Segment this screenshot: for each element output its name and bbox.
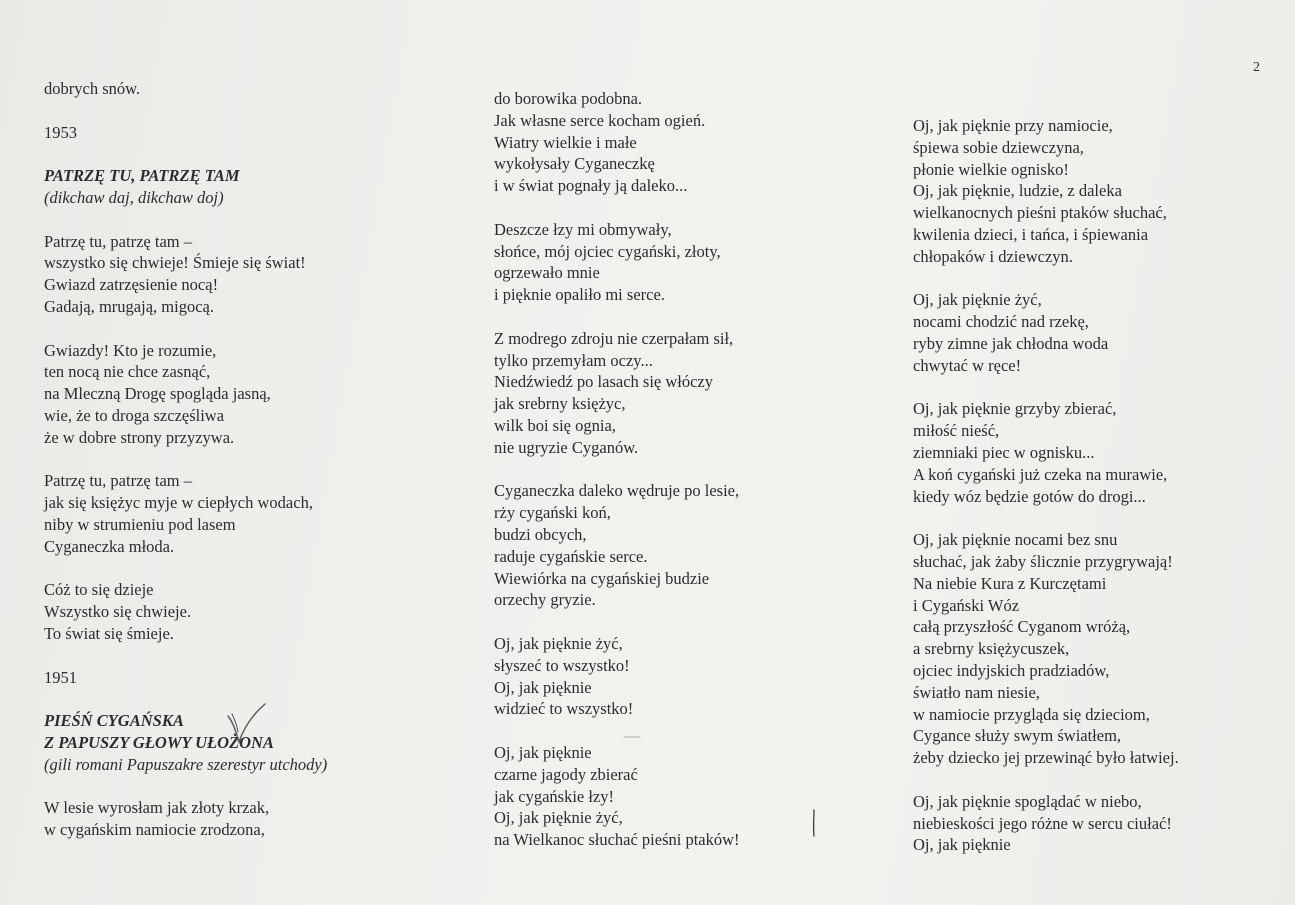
stanza-break	[913, 268, 1273, 290]
stanza-break	[494, 720, 854, 742]
poem-line: tylko przemyłam oczy...	[494, 350, 653, 370]
poem-line: wielkanocnych pieśni ptaków słuchać,	[913, 203, 1167, 223]
poem-subtitle: (gili romani Papuszakre szerestyr utchody)	[44, 754, 328, 774]
poem-line: Cyganeczka młoda.	[44, 536, 175, 556]
stanza-break	[44, 645, 464, 667]
poem-line: nie ugryzie Cyganów.	[494, 437, 639, 457]
poem-line: Gwiazd zatrzęsienie nocą!	[44, 275, 219, 295]
pen-stroke-icon	[810, 808, 818, 838]
poem-line: Wiewiórka na cygańskiej budzie	[494, 568, 710, 588]
poem-line: żeby dziecko jej przewinąć było łatwiej.	[913, 748, 1179, 768]
poem-line: Cóż to się dzieje	[44, 580, 154, 600]
poem-line: na Mleczną Drogę spogląda jasną,	[44, 384, 271, 404]
poem-line: Patrzę tu, patrzę tam –	[44, 471, 192, 491]
stanza-break	[44, 100, 464, 122]
poem-line: niebieskości jego różne w sercu ciułać!	[913, 813, 1172, 833]
poem-line: ryby zimne jak chłodna woda	[913, 333, 1109, 353]
stanza-break	[494, 306, 854, 328]
stanza-break	[44, 558, 464, 580]
poem-line: Oj, jak pięknie żyć,	[494, 808, 623, 828]
poem-line: ziemniaki piec w ognisku...	[913, 442, 1095, 462]
poem-line: Gwiazdy! Kto je rozumie,	[44, 340, 217, 360]
poem-column-2	[494, 88, 854, 851]
stanza-break	[44, 143, 464, 165]
stanza-break	[44, 776, 464, 798]
smudge-mark	[622, 734, 642, 740]
stanza-break	[494, 459, 854, 481]
poem-column-3	[913, 115, 1273, 856]
poem-line: chwytać w ręce!	[913, 355, 1022, 375]
poem-line: miłość nieść,	[913, 421, 1000, 441]
handwritten-checkmark-icon	[225, 702, 267, 746]
poem-line: raduje cygańskie serce.	[494, 546, 648, 566]
stanza-break	[44, 209, 464, 231]
poem-line: Niedźwiedź po lasach się włóczy	[494, 372, 713, 392]
poem-line: rży cygański koń,	[494, 503, 611, 523]
poem-line: Oj, jak pięknie przy namiocie,	[913, 116, 1113, 135]
poem-line: płonie wielkie ognisko!	[913, 159, 1069, 179]
poem-line: i Cygański Wóz	[913, 595, 1020, 615]
poem-line: wszystko się chwieje! Śmieje się świat!	[44, 253, 306, 273]
poem-line: Oj, jak pięknie grzyby zbierać,	[913, 399, 1117, 419]
poem-line: że w dobre strony przyzywa.	[44, 427, 235, 447]
stanza-break	[913, 769, 1273, 791]
poem-line: Na niebie Kura z Kurczętami	[913, 573, 1107, 593]
poem-line: Jak własne serce kocham ogień.	[494, 110, 706, 130]
stanza-break	[494, 197, 854, 219]
poem-line: Cyganeczka daleko wędruje po lesie,	[494, 481, 740, 501]
poem-line: słuchać, jak żaby ślicznie przygrywają!	[913, 551, 1173, 571]
poem-line: Patrzę tu, patrzę tam –	[44, 231, 192, 251]
poem-line: ogrzewało mnie	[494, 263, 600, 283]
poem-line: Oj, jak pięknie nocami bez snu	[913, 530, 1118, 550]
poem-line: jak cygańskie łzy!	[494, 786, 615, 806]
poem-line: kiedy wóz będzie gotów do drogi...	[913, 486, 1146, 506]
poem-line: wilk boi się ognia,	[494, 415, 616, 435]
poem-subtitle: (dikchaw daj, dikchaw doj)	[44, 187, 224, 207]
stanza-break	[494, 611, 854, 633]
poem-line: słońce, mój ojciec cygański, złoty,	[494, 241, 721, 261]
poem-line: Deszcze łzy mi obmywały,	[494, 219, 672, 239]
poem-title: Z PAPUSZY GŁOWY UŁOŻONA	[44, 732, 274, 752]
page-number: 2	[1253, 60, 1260, 75]
poem-line: wie, że to droga szczęśliwa	[44, 405, 225, 425]
poem-line: Oj, jak pięknie, ludzie, z daleka	[913, 181, 1122, 201]
poem-line: Gadają, mrugają, migocą.	[44, 296, 214, 316]
poem-line: i pięknie opaliło mi serce.	[494, 285, 665, 305]
poem-title: PATRZĘ TU, PATRZĘ TAM	[44, 166, 240, 186]
stanza-break	[44, 318, 464, 340]
poem-line: i w świat pognały ją daleko...	[494, 176, 688, 196]
poem-line: 1951	[44, 667, 77, 687]
poem-line: ojciec indyjskich pradziadów,	[913, 660, 1110, 680]
poem-line: wykołysały Cyganeczkę	[494, 154, 655, 174]
poem-line: Oj, jak pięknie	[913, 835, 1011, 855]
poem-line: nocami chodzić nad rzekę,	[913, 312, 1089, 332]
poem-line: całą przyszłość Cyganom wróżą,	[913, 617, 1131, 637]
poem-line: Oj, jak pięknie spoglądać w niebo,	[913, 791, 1142, 811]
poem-line: Cygance służy swym światłem,	[913, 726, 1122, 746]
poem-line: jak się księżyc myje w ciepłych wodach,	[44, 493, 313, 513]
poem-line: Wiatry wielkie i małe	[494, 132, 637, 152]
poem-line: To świat się śmieje.	[44, 623, 174, 643]
poem-line: Oj, jak pięknie	[494, 742, 592, 762]
poem-line: słyszeć to wszystko!	[494, 655, 630, 675]
poem-line: a srebrny księżycuszek,	[913, 639, 1070, 659]
poem-line: światło nam niesie,	[913, 682, 1040, 702]
poem-line: A koń cygański już czeka na murawie,	[913, 464, 1168, 484]
poem-line: dobrych snów.	[44, 79, 141, 98]
poem-line: śpiewa sobie dziewczyna,	[913, 137, 1084, 157]
poem-line: Oj, jak pięknie żyć,	[494, 633, 623, 653]
poem-line: w cygańskim namiocie zrodzona,	[44, 820, 265, 840]
poem-title: PIEŚŃ CYGAŃSKA	[44, 711, 184, 731]
poem-line: budzi obcych,	[494, 524, 587, 544]
stanza-break	[913, 377, 1273, 399]
poem-line: ten nocą nie chce zasnąć,	[44, 362, 211, 382]
poem-line: na Wielkanoc słuchać pieśni ptaków!	[494, 830, 740, 850]
poem-line: orzechy gryzie.	[494, 590, 596, 610]
poem-line: niby w strumieniu pod lasem	[44, 514, 236, 534]
poem-line: do borowika podobna.	[494, 89, 643, 108]
poem-line: widzieć to wszystko!	[494, 699, 634, 719]
poem-line: kwilenia dzieci, i tańca, i śpiewania	[913, 224, 1149, 244]
poem-line: W lesie wyrosłam jak złoty krzak,	[44, 798, 270, 818]
poem-line: w namiocie przygląda się dzieciom,	[913, 704, 1150, 724]
poem-line: Oj, jak pięknie	[494, 677, 592, 697]
poem-line: czarne jagody zbierać	[494, 764, 638, 784]
stanza-break	[44, 449, 464, 471]
poem-line: Oj, jak pięknie żyć,	[913, 290, 1042, 310]
poem-line: jak srebrny księżyc,	[494, 394, 626, 414]
poem-line: 1953	[44, 122, 77, 142]
poem-line: Wszystko się chwieje.	[44, 602, 192, 622]
stanza-break	[913, 507, 1273, 529]
poem-line: Z modrego zdroju nie czerpałam sił,	[494, 328, 734, 348]
poem-line: chłopaków i dziewczyn.	[913, 246, 1073, 266]
